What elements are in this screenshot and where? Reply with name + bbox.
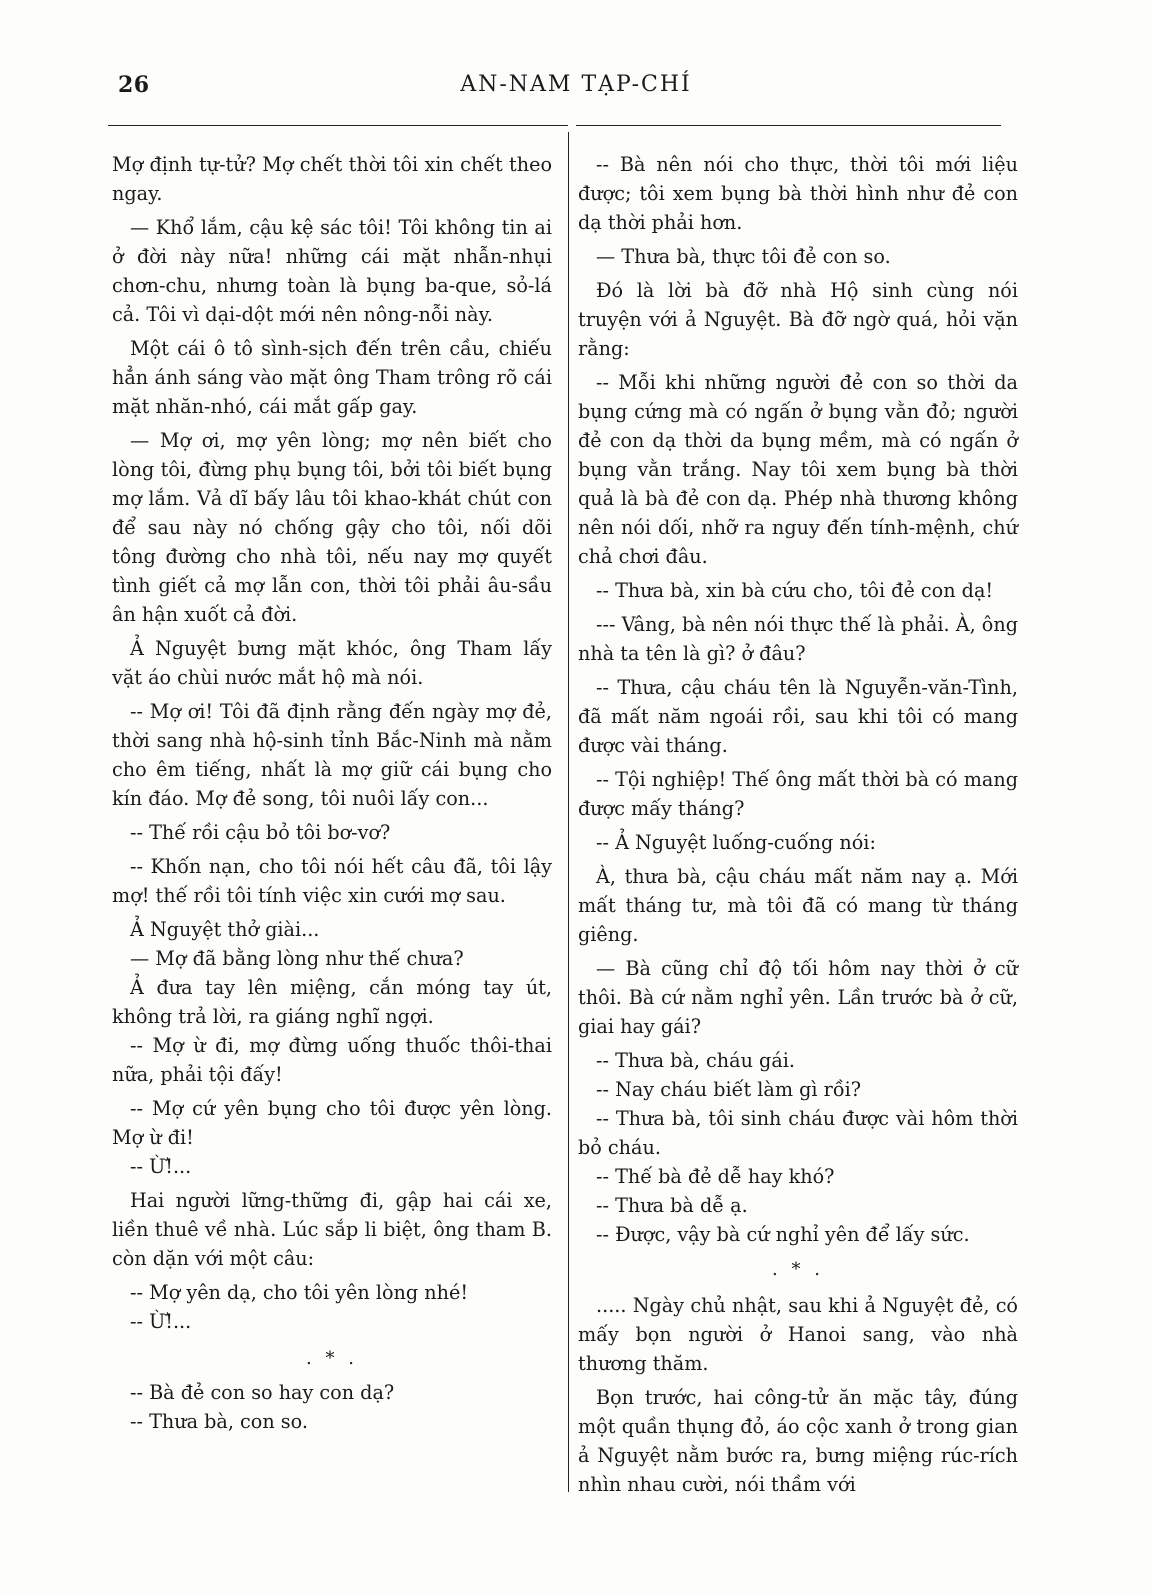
paragraph: — Mợ đã bằng lòng như thế chưa? [130, 947, 464, 970]
paragraph: Bọn trước, hai công-tử ăn mặc tây, đúng một quần thụng đỏ, áo cộc xanh ở trong gian ả Nguyệt nằm bước ra, bưng miệng rúc-rích nhìn nhau cười, nói thầm với [578, 1386, 1018, 1496]
paragraph: -- Thế rồi cậu bỏ tôi bơ-vơ? [130, 821, 391, 844]
paragraph: --- Vâng, bà nên nói thực thế là phải. À, ông nhà ta tên là gì? ở đâu? [578, 613, 1018, 665]
paragraph: — Bà cũng chỉ độ tối hôm nay thời ở cữ thôi. Bà cứ nằm nghỉ yên. Lần trước bà ở cữ, giai hay gái? [578, 957, 1018, 1038]
header-rule-right [576, 125, 1001, 126]
paragraph: — Khổ lắm, cậu kệ sác tôi! Tôi không tin ai ở đời này nữa! những cái mặt nhẫn-nhụi chơn-chu, nhưng toàn là bụng ba-que, sỏ-lá cả. Tôi vì dại-dột mới nên nông-nỗi này. [112, 216, 552, 326]
paragraph: -- Bà đẻ con so hay con dạ? [130, 1381, 395, 1404]
paragraph: -- Mợ ừ đi, mợ đừng uống thuốc thôi-thai nữa, phải tội đấy! [112, 1034, 552, 1086]
paragraph: Ả đưa tay lên miệng, cắn móng tay út, không trả lời, ra giáng nghĩ ngợi. [112, 976, 552, 1028]
page-number: 26 [118, 72, 150, 98]
paragraph: — Mợ ơi, mợ yên lòng; mợ nên biết cho lòng tôi, đừng phụ bụng tôi, bởi tôi biết bụng mợ lắm. Vả dĩ bấy lâu tôi khao-khát chút con để sau này nó chống gậy cho tôi, nối dõi tông đường cho nhà tôi, nếu nay mợ quyết tình giết cả mợ lẫn con, thời tôi phải âu-sầu ân hận xuốt cả đời. [112, 429, 552, 626]
paragraph: -- Thưa bà, tôi sinh cháu được vài hôm thời bỏ cháu. [578, 1107, 1018, 1159]
paragraph: Đó là lời bà đỡ nhà Hộ sinh cùng nói truyện với ả Nguyệt. Bà đỡ ngờ quá, hỏi vặn rằng: [578, 279, 1018, 360]
paragraph: -- Thưa bà, xin bà cứu cho, tôi đẻ con dạ! [596, 579, 994, 602]
paragraph: -- Ừ!... [130, 1155, 192, 1178]
paragraph: -- Thế bà đẻ dễ hay khó? [596, 1165, 835, 1188]
running-head: AN-NAM TẠP-CHÍ [460, 72, 692, 97]
paragraph: Ả Nguyệt bưng mặt khóc, ông Tham lấy vặt áo chùi nước mắt hộ mà nói. [112, 637, 552, 689]
paragraph: -- Thưa bà, cháu gái. [596, 1049, 795, 1072]
paragraph: -- Nay cháu biết làm gì rồi? [596, 1078, 861, 1101]
paragraph: -- Mỗi khi những người đẻ con so thời da bụng cứng mà có ngấn ở bụng vằn đỏ; người đẻ con dạ thời da bụng mềm, mà có ngấn ở bụng vằn trắng. Nay tôi xem bụng bà thời quả là bà đẻ con dạ. Phép nhà thương không nên nói dối, nhỡ ra nguy đến tính-mệnh, chứ chả chơi đâu. [578, 371, 1018, 568]
paragraph: -- Ả Nguyệt luống-cuống nói: [596, 831, 876, 854]
paragraph: -- Ừ!... [130, 1310, 192, 1333]
paragraph: — Thưa bà, thực tôi đẻ con so. [596, 245, 891, 268]
paragraph: -- Thưa bà dễ ạ. [596, 1194, 748, 1217]
paragraph: Một cái ô tô sình-sịch đến trên cầu, chiếu hẳn ánh sáng vào mặt ông Tham trông rõ cái mặt nhăn-nhó, cái mắt gấp gay. [112, 337, 552, 418]
paragraph: Hai người lững-thững đi, gập hai cái xe, liền thuê về nhà. Lúc sắp li biệt, ông tham B. còn dặn với một câu: [112, 1189, 552, 1270]
paragraph: Ả Nguyệt thở giài... [130, 918, 320, 941]
paragraph: À, thưa bà, cậu cháu mất năm nay ạ. Mới mất tháng tư, mà tôi đã có mang từ tháng giêng. [578, 865, 1018, 946]
paragraph: -- Được, vậy bà cứ nghỉ yên để lấy sức. [596, 1223, 970, 1246]
paragraph: ..... Ngày chủ nhật, sau khi ả Nguyệt đẻ, có mấy bọn người ở Hanoi sang, vào nhà thương thăm. [578, 1294, 1018, 1375]
header-rule-left [108, 125, 568, 126]
section-asterism: . * . [772, 1259, 824, 1280]
paragraph: -- Tội nghiệp! Thế ông mất thời bà có mang được mấy tháng? [578, 768, 1018, 820]
paragraph: -- Bà nên nói cho thực, thời tôi mới liệu được; tôi xem bụng bà thời hình như đẻ con dạ thời phải hơn. [578, 153, 1018, 234]
column-divider [568, 132, 569, 1492]
section-asterism: . * . [306, 1348, 358, 1369]
paragraph: -- Mợ ơi! Tôi đã định rằng đến ngày mợ đẻ, thời sang nhà hộ-sinh tỉnh Bắc-Ninh mà nằm cho êm tiếng, nhất là mợ giữ cái bụng cho kín đáo. Mợ đẻ song, tôi nuôi lấy con... [112, 700, 552, 810]
paragraph: Mợ định tự-tử? Mợ chết thời tôi xin chết theo ngay. [112, 153, 552, 205]
paragraph: -- Thưa, cậu cháu tên là Nguyễn-văn-Tình, đã mất năm ngoái rồi, sau khi tôi có mang được vài tháng. [578, 676, 1018, 757]
paragraph: -- Khốn nạn, cho tôi nói hết câu đã, tôi lậy mợ! thế rồi tôi tính việc xin cưới mợ sau. [112, 855, 552, 907]
left-column [112, 150, 552, 1436]
paragraph: -- Mợ cứ yên bụng cho tôi được yên lòng. Mợ ừ đi! [112, 1097, 552, 1149]
paragraph: -- Mợ yên dạ, cho tôi yên lòng nhé! [130, 1281, 469, 1304]
right-column [578, 150, 1018, 1504]
paragraph: -- Thưa bà, con so. [130, 1410, 308, 1433]
